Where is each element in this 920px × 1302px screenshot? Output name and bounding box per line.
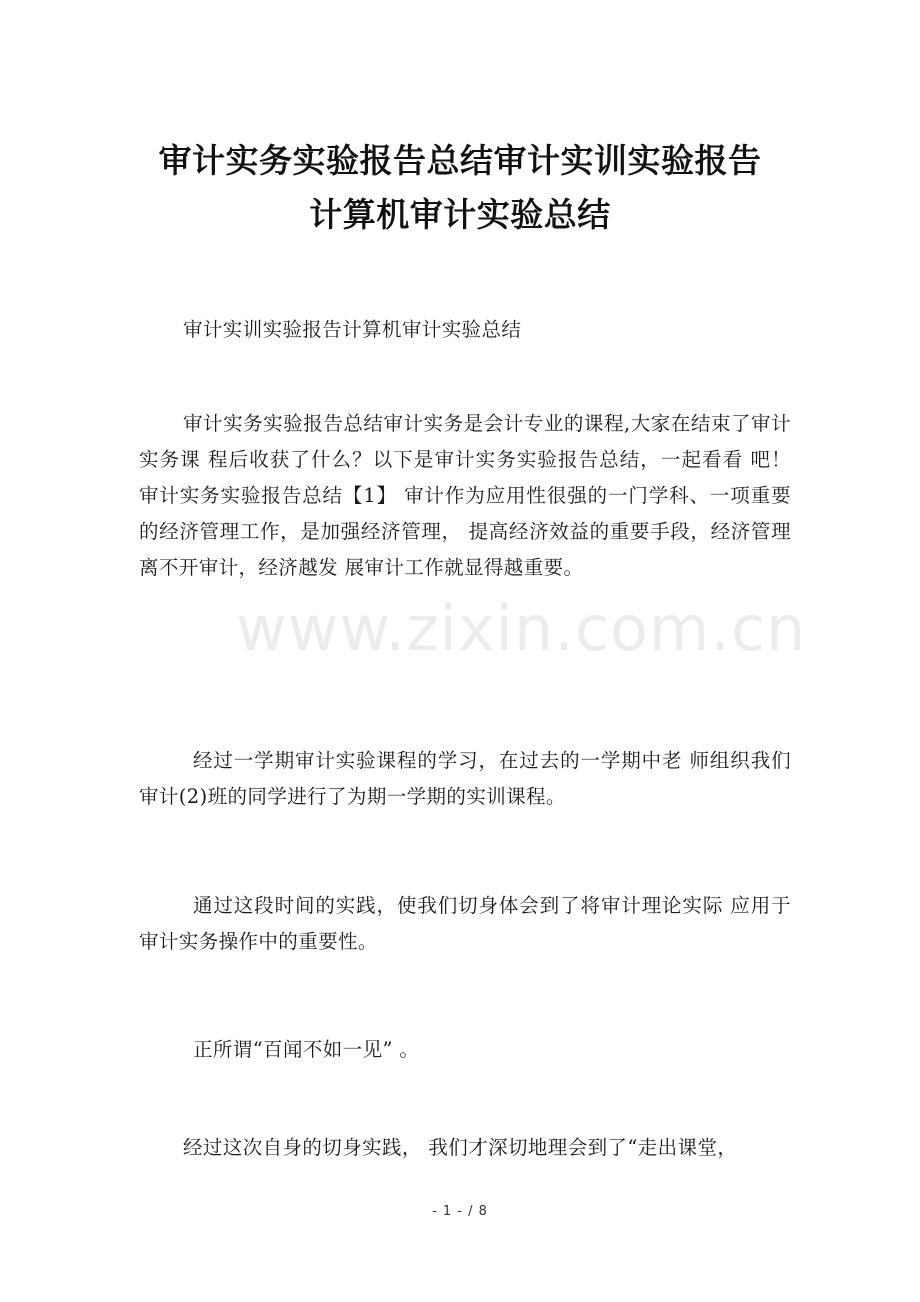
paragraph-intro: 审计实务实验报告总结审计实务是会计专业的课程,大家在结束了审计实务课 程后收获了什么？以下是审计实务实验报告总结，一起看看 吧！ 审计实务实验报告总结【1】 审计作为应用性很强的一门学科、一项重要的经济管理工作，是加强经济管理， 提高经济效益的重要手段，经济管理离不开审计，经济越发 展审计工作就显得越重要。 <box>139 412 791 579</box>
document-title <box>120 134 800 242</box>
paragraph-semester: 经过一学期审计实验课程的学习，在过去的一学期中老 师组织我们审计(2)班的同学进行了为期一学期的实训课程。 <box>139 749 791 808</box>
title-line-1: 审计实务实验报告总结审计实训实验报告 <box>158 141 762 181</box>
paragraph-practice: 通过这段时间的实践，使我们切身体会到了将审计理论实际 应用于审计实务操作中的重要性。 <box>139 894 791 953</box>
page-number: - 1 - / 8 <box>432 1204 488 1219</box>
title-line-2: 计算机审计实验总结 <box>309 195 611 235</box>
paragraph-subtitle: 审计实训实验报告计算机审计实验总结 <box>183 318 522 341</box>
paragraph-proverb: 正所谓“百闻不如一见” 。 <box>193 1038 420 1061</box>
watermark: www.zixin.com.cn <box>236 592 807 665</box>
paragraph-experience: 经过这次自身的切身实践， 我们才深切地理会到了“走出课堂， <box>183 1136 738 1159</box>
